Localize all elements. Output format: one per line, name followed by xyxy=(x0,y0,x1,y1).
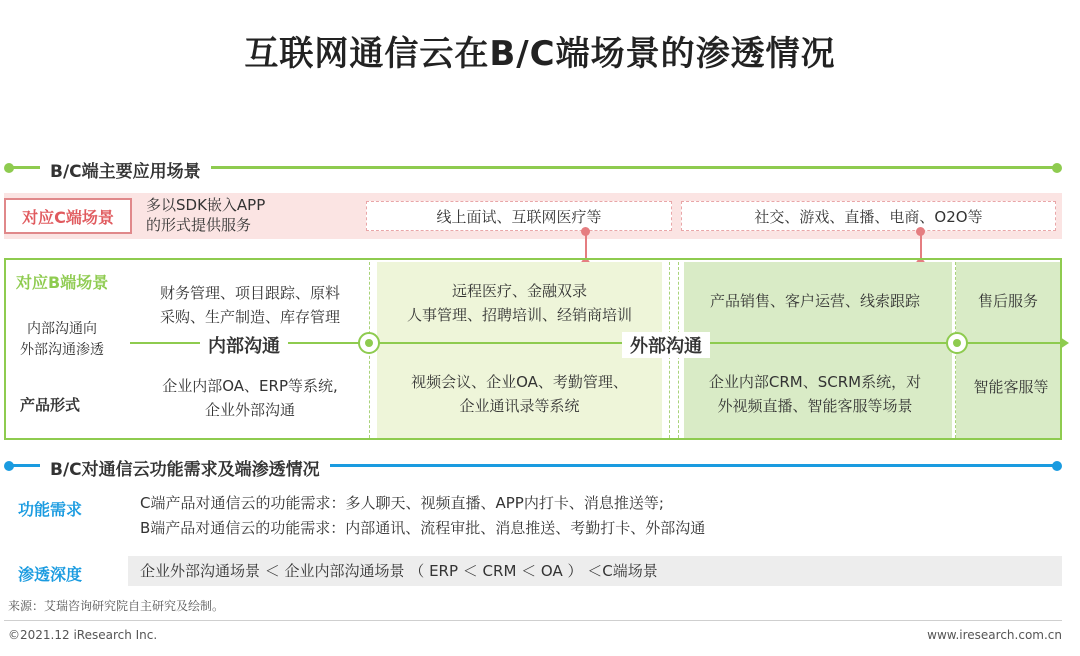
b-scene-label: 对应B端场景 xyxy=(16,273,109,292)
section1-right-dot xyxy=(1052,163,1062,173)
connector-left-dot xyxy=(581,227,590,236)
connector-right-dot xyxy=(916,227,925,236)
c-scene-desc-text: 多以SDK嵌入APP 的形式提供服务 xyxy=(146,196,266,234)
section2-right-dot xyxy=(1052,461,1062,471)
c-scene-box-left xyxy=(366,201,672,231)
panel3-scene-text: 产品销售、客户运营、线索跟踪 xyxy=(709,292,920,310)
c-scene-box-left-text: 线上面试、互联网医疗等 xyxy=(436,207,602,226)
depth-text: 企业外部沟通场景 ＜ 企业内部沟通场景 （ ERP ＜ CRM ＜ OA ） ＜C端场景 xyxy=(140,562,658,580)
channel-arrowhead-icon xyxy=(1060,337,1069,349)
demand-line-1: C端产品对通信云的功能需求：多人聊天、视频直播、APP内打卡、消息推送等; xyxy=(140,494,664,512)
demand-line-2: B端产品对通信云的功能需求：内部通讯、流程审批、消息推送、考勤打卡、外部沟通 xyxy=(140,519,706,537)
c-scene-desc xyxy=(146,195,265,235)
external-comm-pill: 外部沟通 xyxy=(622,332,710,358)
panel2-scene-text: 远程医疗、金融双录 人事管理、招聘培训、经销商培训 xyxy=(406,282,632,324)
demand-label: 功能需求 xyxy=(18,500,83,519)
c-scene-label: 对应C端场景 xyxy=(4,198,132,234)
internal-scene-text: 财务管理、项目跟踪、原料 采购、生产制造、库存管理 xyxy=(159,284,340,326)
product-form-label: 产品形式 xyxy=(20,396,81,414)
panel3-product-text: 企业内部CRM、SCRM系统，对 外视频直播、智能客服等场景 xyxy=(708,373,922,415)
footer-divider xyxy=(4,620,1062,621)
node-right-icon xyxy=(946,332,968,354)
depth-label: 渗透深度 xyxy=(18,565,83,584)
panel4-scene-text: 售后服务 xyxy=(977,292,1038,310)
section2-title: B/C对通信云功能需求及端渗透情况 xyxy=(40,455,330,480)
website: www.iresearch.com.cn xyxy=(927,628,1062,642)
section1-title: B/C端主要应用场景 xyxy=(40,157,211,182)
b-mid-label: 内部沟通向 外部沟通渗透 xyxy=(20,321,104,358)
internal-product-text: 企业内部OA、ERP等系统, 企业外部沟通 xyxy=(162,377,338,419)
node-left-icon xyxy=(358,332,380,354)
panel4-product-text: 智能客服等 xyxy=(973,378,1049,396)
page-title: 互联网通信云在B/C端场景的渗透情况 xyxy=(244,34,836,74)
internal-comm-pill: 内部沟通 xyxy=(200,332,288,358)
source-note: 来源：艾瑞咨询研究院自主研究及绘制。 xyxy=(8,599,225,613)
copyright: ©2021.12 iResearch Inc. xyxy=(8,628,158,642)
c-scene-box-right xyxy=(681,201,1056,231)
c-scene-box-right-text: 社交、游戏、直播、电商、O2O等 xyxy=(754,207,983,226)
panel2-product-text: 视频会议、企业OA、考勤管理、 企业通讯录等系统 xyxy=(411,373,628,415)
